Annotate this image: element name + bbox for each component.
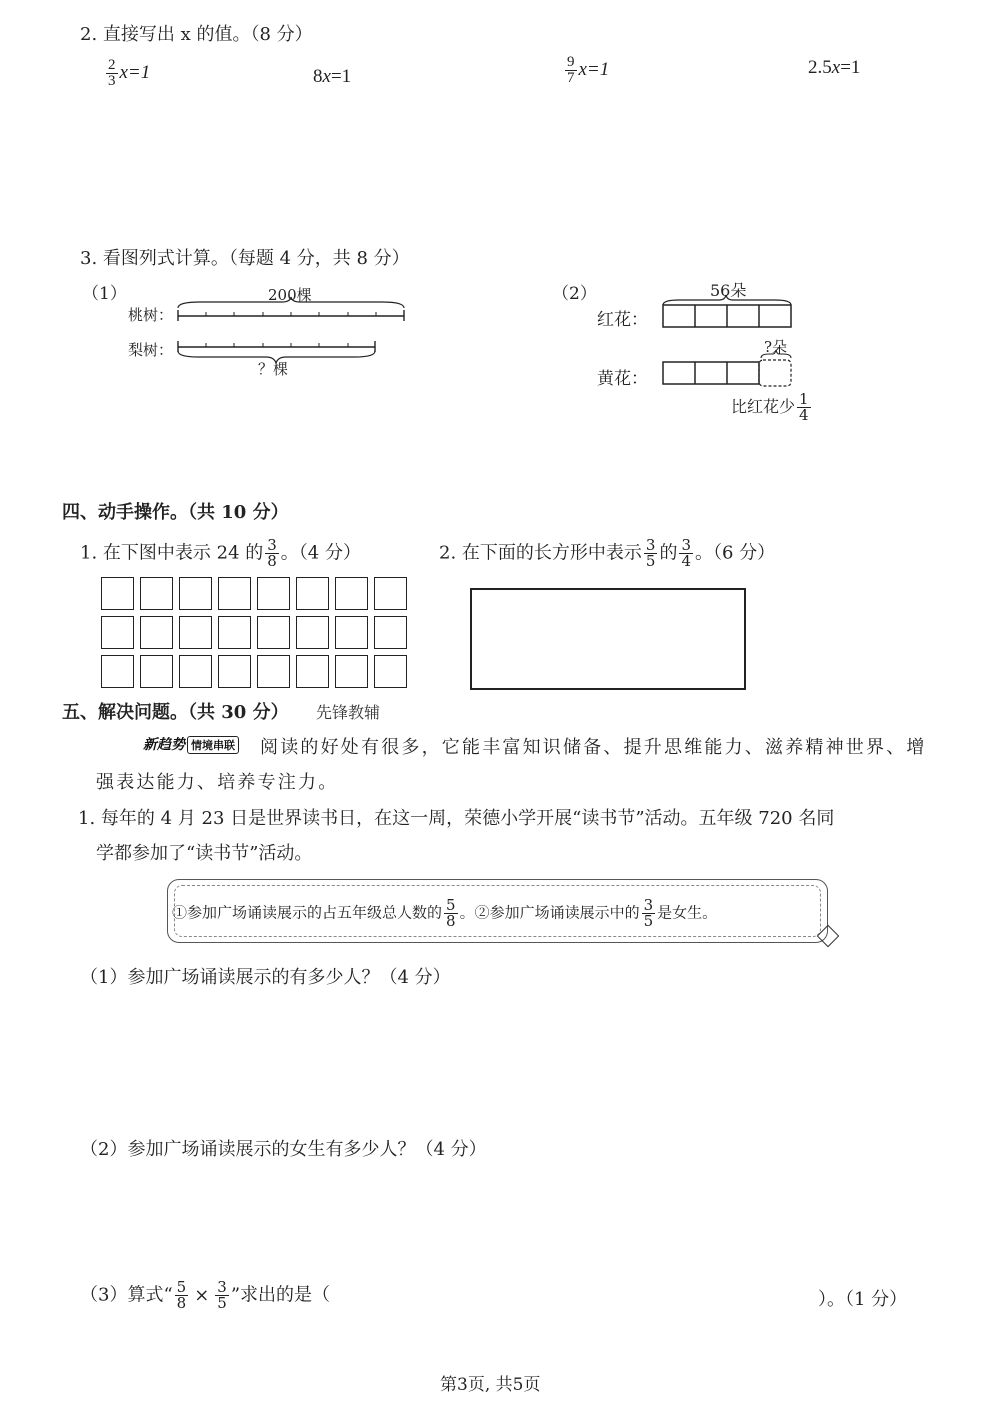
sec4-q2-num2: 3 [681, 536, 691, 554]
info-text [172, 898, 717, 929]
grid-square[interactable] [179, 655, 212, 688]
red-total-label: 56朵 [710, 281, 747, 300]
info-f1-den: 8 [446, 912, 456, 930]
sub3-times: × [194, 1284, 210, 1306]
grid-square[interactable] [335, 577, 368, 610]
sub3-pre: （3）算式“ [80, 1284, 173, 1306]
grid-square[interactable] [296, 616, 329, 649]
peach-total-label: 200棵 [268, 286, 312, 304]
red-flower-label: 红花： [597, 310, 648, 330]
grid-square[interactable] [296, 577, 329, 610]
sec4-q2-den1: 5 [645, 552, 656, 570]
watermark-text: 先锋教辅 [316, 703, 381, 722]
sec4-q2-mid: 的 [659, 542, 678, 564]
info-part1: ①参加广场诵读展示的占五年级总人数的 [172, 903, 443, 922]
intro-line-1: 阅读的好处有很多，它能丰富知识储备、提升思维能力、滋养精神世界、增 [260, 737, 927, 758]
grid-square[interactable] [335, 616, 368, 649]
grid-square[interactable] [140, 616, 173, 649]
eq2-rest: =1 [330, 66, 352, 87]
sec5-q1-line-1: 1. 每年的 4 月 23 日是世界读书日，在这一周，荣德小学开展“读书节”活动。五年级 720 名同 [78, 808, 835, 829]
grid-square[interactable] [101, 616, 134, 649]
eq1-denominator: 3 [108, 73, 116, 89]
grid-square[interactable] [374, 616, 407, 649]
eq1-rest: x=1 [119, 61, 151, 83]
sec4-q1 [80, 538, 361, 569]
grid-square[interactable] [257, 655, 290, 688]
sec4-q2 [439, 538, 775, 569]
red-bar [663, 305, 791, 327]
grid-square[interactable] [101, 655, 134, 688]
sub-question-2: （2）参加广场诵读展示的女生有多少人？（4 分） [80, 1139, 487, 1160]
section5-title: 五、解决问题。（共 30 分） [62, 702, 289, 723]
eq4-var: x [831, 57, 841, 78]
yellow-flower-label: 黄花： [597, 369, 648, 389]
tree-segment-diagram [170, 296, 410, 366]
sub3-a-num: 5 [176, 1278, 187, 1296]
sub3-post: ”求出的是（ [230, 1284, 331, 1306]
info-f2-den: 5 [643, 912, 654, 930]
unknown-brace [761, 350, 791, 358]
info-f1-num: 5 [446, 896, 456, 914]
q2-equation-3 [563, 55, 609, 86]
sec4-q2-den2: 4 [681, 552, 691, 570]
info-part2: 。②参加广场诵读展示中的 [459, 903, 640, 922]
grid-square[interactable] [335, 655, 368, 688]
sub3-a-den: 8 [176, 1294, 187, 1312]
info-f2-num: 3 [643, 896, 654, 914]
sec4-q1-num: 3 [267, 536, 277, 554]
grid-square[interactable] [140, 577, 173, 610]
pear-unknown-label: ？棵 [258, 360, 289, 378]
sub3-b-den: 5 [217, 1294, 227, 1312]
q3-part2-label: （2） [552, 284, 597, 304]
grid-square[interactable] [218, 616, 251, 649]
note-denominator: 4 [799, 406, 809, 424]
pear-segment-line [178, 341, 375, 352]
eq3-numerator: 9 [567, 54, 575, 70]
sub3-answer-end: ）。（1 分） [818, 1289, 908, 1310]
sec4-q1-pre: 1. 在下图中表示 24 的 [80, 542, 264, 564]
pear-tree-label: 梨树： [128, 341, 174, 359]
pear-brace [178, 351, 375, 363]
q2-equation-1 [104, 58, 150, 89]
grid-square[interactable] [179, 616, 212, 649]
peach-brace [178, 297, 404, 308]
info-part3: 是女生。 [657, 903, 718, 922]
sub3-b-num: 3 [217, 1278, 227, 1296]
grid-square[interactable] [257, 577, 290, 610]
eq1-numerator: 2 [108, 57, 116, 73]
red-brace [663, 295, 791, 305]
grid-square[interactable] [374, 577, 407, 610]
flower-bar-diagram [655, 292, 805, 397]
sec4-q1-post: 。（4 分） [280, 542, 361, 564]
sec4-q2-post: 。（6 分） [695, 542, 776, 564]
grid-square[interactable] [257, 616, 290, 649]
grid-square[interactable] [179, 577, 212, 610]
q2-title: 2. 直接写出 x 的值。（8 分） [80, 24, 313, 45]
peach-segment-line [178, 310, 404, 321]
grid-square[interactable] [296, 655, 329, 688]
yellow-unknown-label: ?朵 [764, 338, 788, 356]
fraction-rectangle[interactable] [470, 588, 746, 690]
sec4-q1-den: 8 [267, 552, 277, 570]
grid-square[interactable] [140, 655, 173, 688]
grid-square[interactable] [218, 577, 251, 610]
eq3-rest: x=1 [578, 58, 610, 80]
grid-square[interactable] [101, 577, 134, 610]
eq2-var: x [322, 66, 331, 87]
section4-title: 四、动手操作。（共 10 分） [62, 502, 289, 523]
page-footer: 第3页, 共5页 [440, 1375, 541, 1395]
note-numerator: 1 [799, 390, 809, 408]
sub-question-1: （1）参加广场诵读展示的有多少人？（4 分） [80, 967, 451, 988]
q2-equation-2 [313, 66, 351, 88]
peach-tree-label: 桃树： [128, 306, 174, 324]
q3-part1-label: （1） [82, 284, 127, 304]
sec4-q2-num1: 3 [645, 536, 656, 554]
intro-line-2: 强表达能力、培养专注力。 [96, 772, 339, 793]
sub-question-3 [80, 1280, 330, 1311]
eq4-rest: =1 [840, 57, 861, 78]
trend-badge [143, 734, 239, 754]
grid-square[interactable] [374, 655, 407, 688]
q2-equation-4 [808, 57, 860, 79]
badge-tag: 情境串联 [187, 736, 239, 754]
eq4-coef: 2.5 [808, 57, 832, 78]
eq3-denominator: 7 [567, 70, 575, 86]
sec4-q2-pre: 2. 在下面的长方形中表示 [439, 542, 642, 564]
yellow-note-text: 比红花少 [731, 397, 796, 416]
grid-square[interactable] [218, 655, 251, 688]
sec5-q1-line-2: 学都参加了“读书节”活动。 [96, 843, 313, 864]
q3-title: 3. 看图列式计算。（每题 4 分，共 8 分） [80, 248, 410, 269]
eq2-coef: 8 [313, 66, 323, 87]
yellow-bar [663, 360, 791, 386]
badge-main: 新趋势 [143, 736, 185, 752]
